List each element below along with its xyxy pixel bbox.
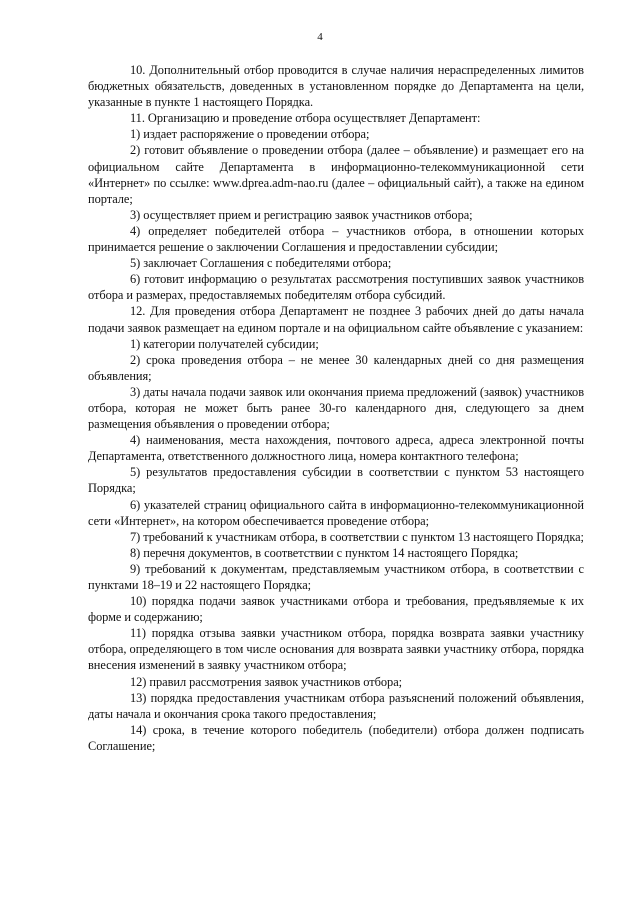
list-item-12-14: 14) срока, в течение которого победитель (победители) отбора должен подписать Соглашение; [88, 722, 584, 753]
paragraph-12-announcement: 12. Для проведения отбора Департамент не позднее 3 рабочих дней до даты начала подачи заявок размещает на едином портале и на официальном сайте объявление с указанием: [88, 304, 584, 335]
list-item-12-7: 7) требований к участникам отбора, в соответствии с пунктом 13 настоящего Порядка; [130, 529, 584, 544]
paragraph-11-organization: 11. Организацию и проведение отбора осуществляет Департамент: [130, 111, 481, 126]
list-item-12-1: 1) категории получателей субсидии; [130, 336, 319, 351]
document-body [88, 62, 584, 754]
list-item-12-3: 3) даты начала подачи заявок или окончания приема предложений (заявок) участников отбора, которая не может быть ранее 30-го календарного дня, следующего за днем размещения объявления о проведении отбора; [88, 384, 584, 432]
list-item-11-1: 1) издает распоряжение о проведении отбора; [130, 127, 370, 142]
list-item-11-6: 6) готовит информацию о результатах рассмотрения поступивших заявок участников отбора и размерах, предоставляемых победителям отбора субсидий. [88, 272, 584, 303]
list-item-12-5: 5) результатов предоставления субсидии в соответствии с пунктом 53 настоящего Порядка; [88, 465, 584, 496]
list-item-11-5: 5) заключает Соглашения с победителями отбора; [130, 256, 392, 271]
list-item-12-2: 2) срока проведения отбора – не менее 30 календарных дней со дня размещения объявления; [88, 352, 584, 383]
list-item-11-4: 4) определяет победителей отбора – участников отбора, в отношении которых принимается решение о заключении Соглашения и предоставлении субсидии; [88, 223, 584, 255]
list-item-12-12: 12) правил рассмотрения заявок участников отбора; [130, 674, 403, 689]
list-item-12-6: 6) указателей страниц официального сайта в информационно-телекоммуникационной сети «Интернет», на котором обеспечивается проведение отбора; [88, 497, 584, 528]
list-item-11-2: 2) готовит объявление о проведении отбора (далее – объявление) и размещает его на официальном сайте Департамента в информационно-телекоммуникационной сети «Интернет» по ссылке: www.dprea.adm-nao.ru (далее – официальный сайт), а также на едином портале; [88, 143, 584, 206]
list-item-12-11: 11) порядка отзыва заявки участником отбора, порядка возврата заявки участнику отбора, определяющего в том числе основания для возврата заявки участнику отбора, порядка внесения изменений в заявку участником отбора; [88, 626, 584, 673]
list-item-12-4: 4) наименования, места нахождения, почтового адреса, адреса электронной почты Департамента, ответственного должностного лица, номера контактного телефона; [88, 433, 584, 464]
list-item-12-9: 9) требований к документам, представляемым участником отбора, в соответствии с пунктами 18–19 и 22 настоящего Порядка; [88, 561, 584, 592]
paragraph-10-additional-selection: 10. Дополнительный отбор проводится в случае наличия нераспределенных лимитов бюджетных обязательств, доведенных в установленном порядке до Департамента на цели, указанные в пункте 1 настоящего Порядка. [88, 63, 584, 110]
list-item-12-10: 10) порядка подачи заявок участниками отбора и требования, предъявляемые к их форме и содержанию; [88, 594, 584, 625]
list-item-12-13: 13) порядка предоставления участникам отбора разъяснений положений объявления, даты начала и окончания срока такого предоставления; [88, 690, 584, 721]
list-item-12-8: 8) перечня документов, в соответствии с пунктом 14 настоящего Порядка; [130, 545, 519, 560]
page-number: 4 [317, 31, 323, 43]
list-item-11-3: 3) осуществляет прием и регистрацию заявок участников отбора; [130, 207, 473, 222]
